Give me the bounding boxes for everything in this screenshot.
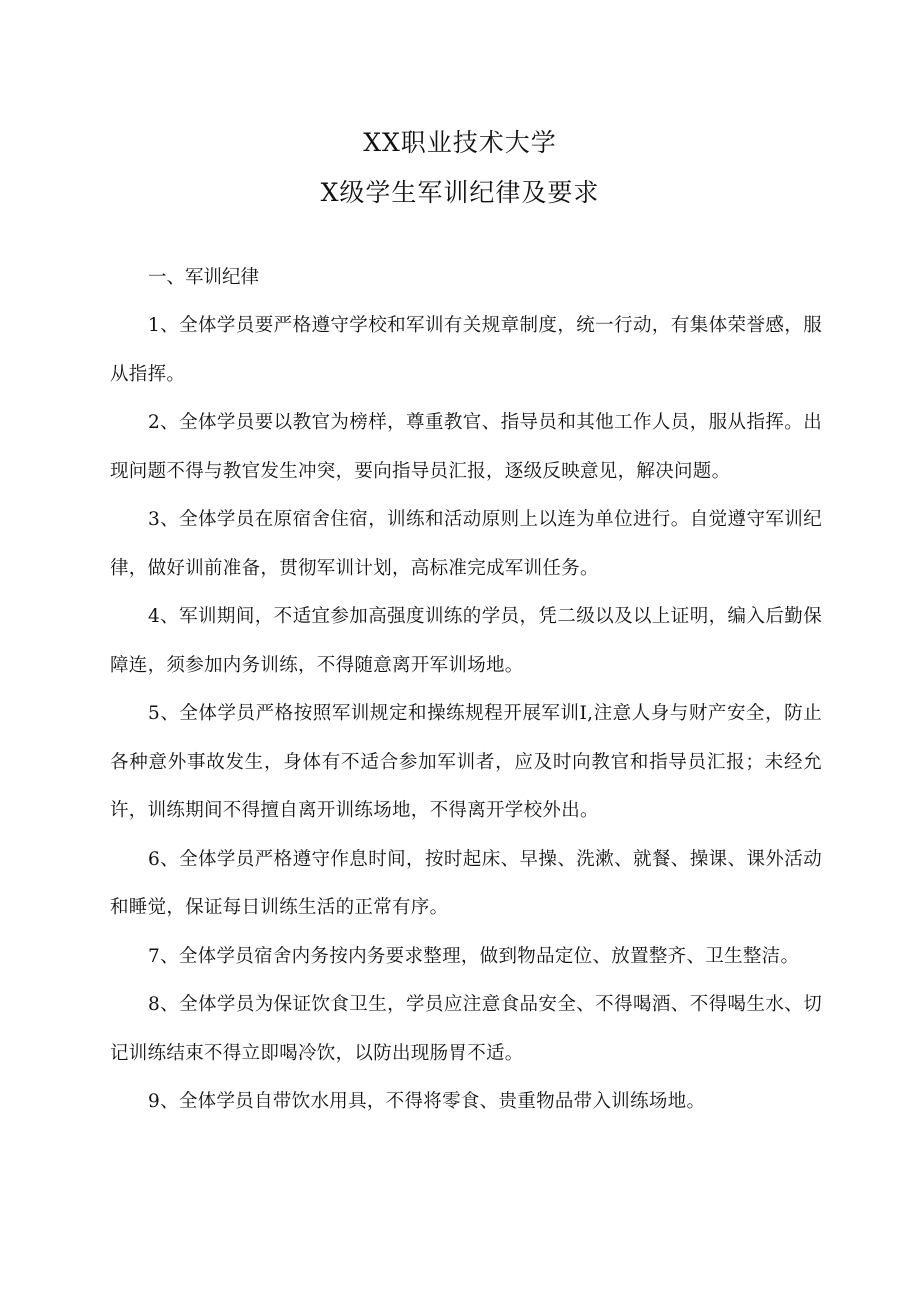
- rule-item-7: 7、全体学员宿舍内务按内务要求整理，做到物品定位、放置整齐、卫生整洁。: [148, 945, 800, 967]
- title-subject: X级学生军训纪律及要求: [320, 178, 600, 207]
- document-body: [110, 254, 822, 1127]
- rule-item-9: 9、全体学员自带饮水用具，不得将零食、贵重物品带入训练场地。: [148, 1091, 706, 1112]
- rule-item-2: 2、全体学员要以教官为榜样，尊重教官、指导员和其他工作人员，服从指挥。出现问题不得与教官发生冲突，要向指导员汇报，逐级反映意见，解决问题。: [110, 412, 822, 482]
- section-heading: 一、军训纪律: [148, 267, 260, 288]
- rule-item-1: 1、全体学员要严格遵守学校和军训有关规章制度，统一行动，有集体荣誉感，服从指挥。: [110, 315, 822, 385]
- rule-item-4: 4、军训期间，不适宜参加高强度训练的学员，凭二级以及以上证明，编入后勤保障连，须参加内务训练，不得随意离开军训场地。: [110, 606, 822, 676]
- rule-item-8: 8、全体学员为保证饮食卫生，学员应注意食品安全、不得喝酒、不得喝生水、切记训练结束不得立即喝冷饮，以防出现肠胃不适。: [110, 994, 822, 1064]
- document-title: [0, 118, 920, 218]
- rule-item-5: 5、全体学员严格按照军训规定和操练规程开展军训I,注意人身与财产安全，防止各种意外事故发生，身体有不适合参加军训者，应及时向教官和指导员汇报；未经允许，训练期间不得擅自离开训练场地，不得离开学校外出。: [110, 703, 822, 821]
- rule-item-6: 6、全体学员严格遵守作息时间，按时起床、早操、洗漱、就餐、操课、课外活动和睡觉，保证每日训练生活的正常有序。: [110, 848, 822, 918]
- title-university: XX职业技术大学: [363, 128, 557, 157]
- rule-item-3: 3、全体学员在原宿舍住宿，训练和活动原则上以连为单位进行。自觉遵守军训纪律，做好训前准备，贯彻军训计划，高标准完成军训任务。: [110, 509, 822, 579]
